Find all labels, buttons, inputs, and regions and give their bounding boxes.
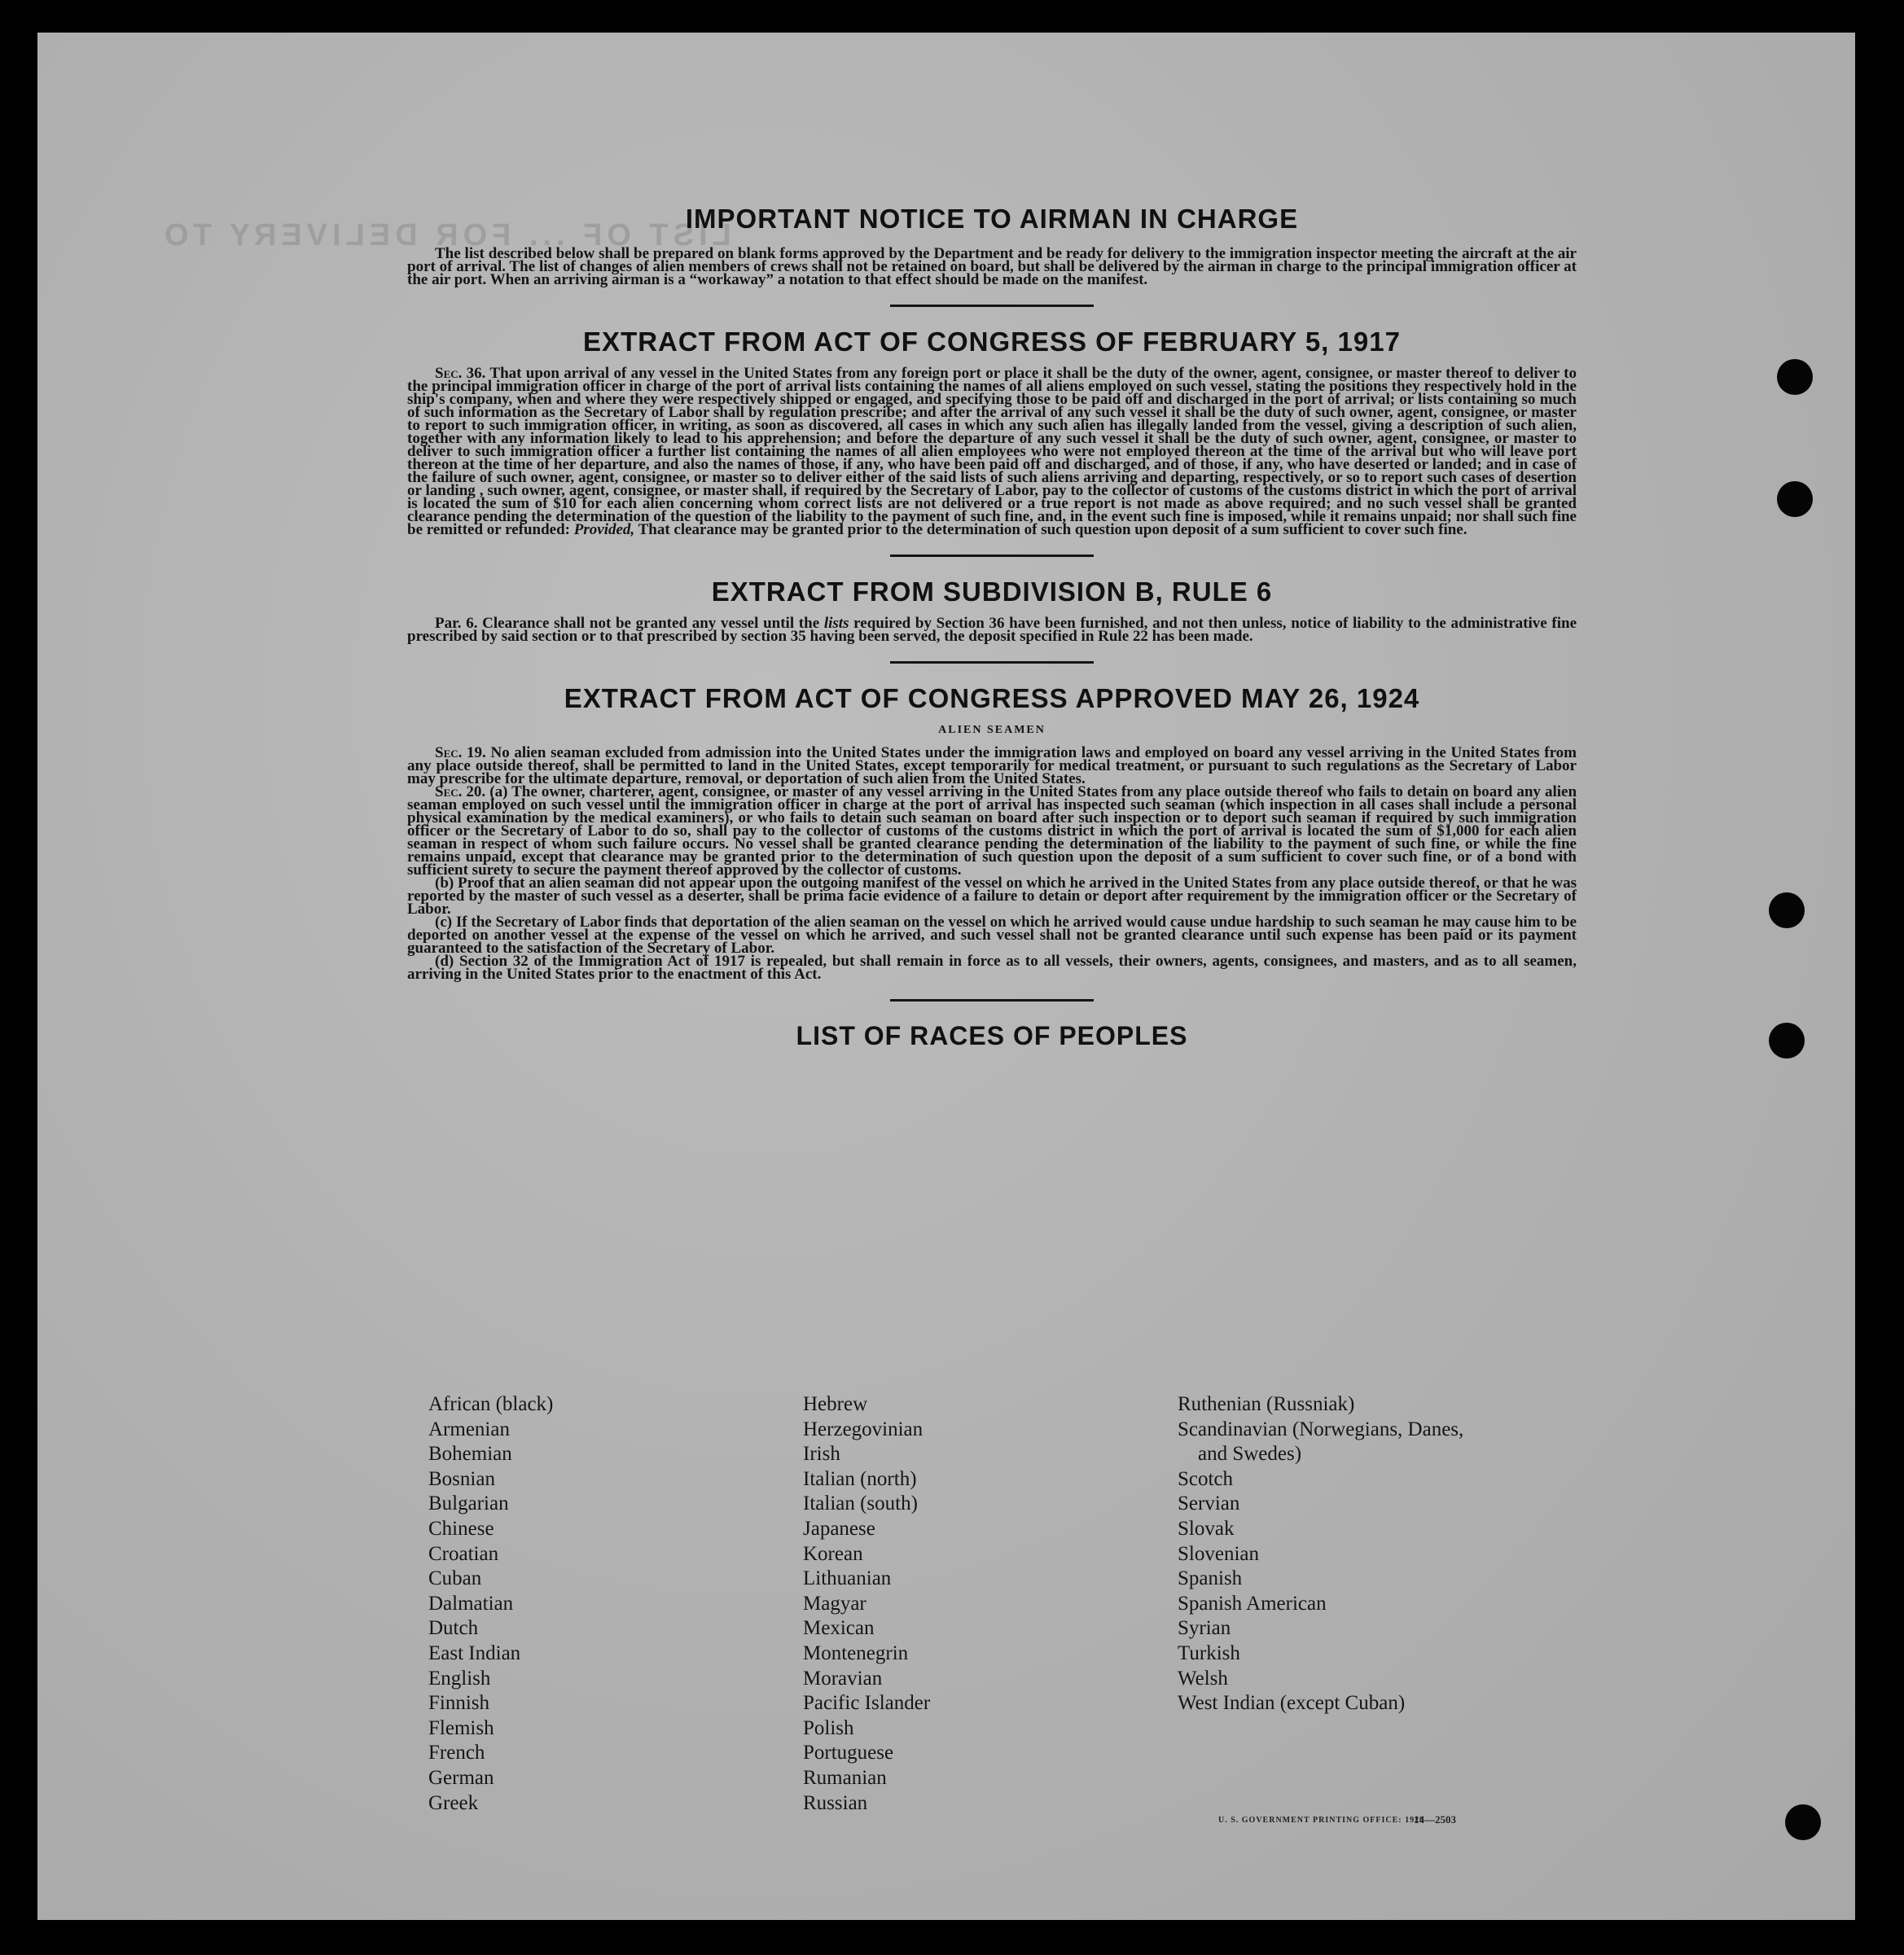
race-item: Italian (south) <box>803 1493 918 1515</box>
race-item: Scotch <box>1178 1467 1234 1490</box>
race-item: Montenegrin <box>803 1642 909 1664</box>
race-item: Rumanian <box>803 1766 887 1789</box>
races-column-1 <box>428 1392 803 1816</box>
section-divider <box>890 999 1094 1002</box>
document-body <box>407 204 1577 1064</box>
races-column-2 <box>803 1392 1178 1816</box>
race-item: Moravian <box>803 1667 883 1690</box>
document-sheet <box>37 33 1855 1920</box>
provided-word: Provided, <box>573 521 635 538</box>
race-item: Lithuanian <box>803 1567 892 1590</box>
bleed-through-text: LIST OF ... FOR DELIVERY TO <box>160 218 731 252</box>
sec-19-label: Sec. 19. <box>435 744 486 761</box>
race-item: Cuban <box>428 1567 482 1590</box>
races-list <box>428 1392 1568 1816</box>
punch-hole <box>1785 1804 1821 1840</box>
notice-section <box>407 204 1577 287</box>
race-item: Chinese <box>428 1517 494 1540</box>
sec-20a-text: (a) The owner, charterer, agent, consignee, or master of any vessel arriving in the United States from any place outside thereof who fails to detain on board any alien seaman employed on such vessel until the immigration officer in charge at the port of arrival has inspected such seaman (which inspection in all cases shall include a personal physical examination by the medical examiners), or who fails to detain such seaman on board after such inspection or to deport such seaman if required by such immigration officer or the Secretary of Labor to do so, shall pay to the collector of customs of the customs district in which the port of arrival is located the sum of $1,000 for each alien seaman in respect of whom such failure occurs. No vessel shall be granted clearance pending the determination of the liability to the payment of such fine, or while the fine remains unpaid, except that clearance may be granted prior to the determination of such question upon the deposit of a sum sufficient to cover such fine, or of a bond with sufficient surety to secure the payment thereof approved by the collector of customs. <box>407 783 1577 879</box>
sec-36-label: Sec. 36. <box>435 365 486 382</box>
printer-imprint: U. S. GOVERNMENT PRINTING OFFICE: 1929 <box>1218 1816 1425 1825</box>
race-item: Scandinavian (Norwegians, Danes, <box>1178 1418 1464 1440</box>
race-item: and Swedes) <box>1178 1443 1302 1466</box>
punch-hole <box>1777 359 1813 395</box>
race-item: Flemish <box>428 1716 494 1739</box>
race-item: Slovenian <box>1178 1542 1259 1565</box>
notice-title: IMPORTANT NOTICE TO AIRMAN IN CHARGE <box>685 204 1299 234</box>
race-item: Irish <box>803 1443 840 1466</box>
sec-36-paragraph <box>407 367 1577 537</box>
sec-20b-paragraph: (b) Proof that an alien seaman did not appear upon the outgoing manifest of the vessel on which he arrived in the United States from any place outside thereof, or that he was reported by the master of such vessel as a deserter, shall be prima facie evidence of a failure to detain or deport after requirement by the immigration officer or the Secretary of Labor. <box>407 874 1577 918</box>
lists-word: lists <box>823 615 849 632</box>
race-item: West Indian (except Cuban) <box>1178 1692 1406 1715</box>
race-item: French <box>428 1742 485 1764</box>
race-item: Finnish <box>428 1692 490 1715</box>
race-item: Dalmatian <box>428 1592 514 1615</box>
alien-seamen-subtitle: ALIEN SEAMEN <box>938 724 1046 736</box>
sec-36-text: That upon arrival of any vessel in the United States from any foreign port or place it shall be the duty of the owner, agent, consignee, or master thereof to deliver to the principal immigration officer in charge of the port of arrival lists containing the names of all aliens employed on such vessel, stating the positions they respectively hold in the ship's company, when and where they were respectively shipped or engaged, and specifying those to be paid off and discharged in the port of arrival; or lists containing so much of such information as the Secretary of Labor shall by regulation prescribe; and after the arrival of any such vessel it shall be the duty of such owner, agent, consignee, or master to report to such immigration officer, in writing, as soon as discovered, all cases in which any such alien has illegally landed from the vessel, giving a description of such alien, together with any information likely to lead to his apprehension; and before the departure of any such vessel it shall be the duty of such owner, agent, consignee, or master to deliver to such immigration officer a further list containing the names of all alien employees who were not employed thereon at the time of the arrival but who will leave port thereon at the time of her departure, and also the names of those, if any, who have been paid off and discharged, and of those, if any, who have deserted or landed; and in case of the failure of such owner, agent, consignee, or master so to deliver either of the said lists of such aliens arriving and departing, respectively, or so to report such cases of desertion or landing , such owner, agent, consignee, or master shall, if required by the Secretary of Labor, pay to the collector of customs of the customs district in which the port of arrival is located the sum of $10 for each alien concerning whom correct lists are not delivered or a true report is not made as above required; and no such vessel shall be granted clearance pending the determination of the question of the liability to the payment of such fine, and, in the event such fine is imposed, while it remains unpaid; nor shall such fine be remitted or refunded: <box>407 365 1577 538</box>
sec-20d-paragraph: (d) Section 32 of the Immigration Act of 1917 is repealed, but shall remain in force as to all vessels, their owners, agents, consignees, and masters, and as to all seamen, arriving in the United States prior to the enactment of this Act. <box>407 953 1577 983</box>
punch-hole <box>1769 1023 1805 1059</box>
race-item: Spanish American <box>1178 1592 1327 1615</box>
race-item: German <box>428 1766 494 1789</box>
race-item: Japanese <box>803 1517 875 1540</box>
act-1917-section <box>407 327 1577 537</box>
act-1924-section <box>407 683 1577 981</box>
notice-paragraph: The list described below shall be prepared on blank forms approved by the Department and be ready for delivery to the immigration inspector meeting the aircraft at the air port of arrival. The list of changes of alien members of crews shall not be retained on board, but shall be delivered by the airman in charge to the principal immigration officer at the air port. When an arriving airman is a “workaway” a notation to that effect should be made on the manifest. <box>407 245 1577 288</box>
race-item: Syrian <box>1178 1617 1231 1640</box>
race-item: Armenian <box>428 1418 510 1440</box>
race-item: Welsh <box>1178 1667 1228 1690</box>
sec-20c-paragraph: (c) If the Secretary of Labor finds that deportation of the alien seaman on the vessel on which he arrived would cause undue hardship to such seaman he may cause him to be deported on another vessel at the expense of the vessel on which he arrived, and such vessel shall not be granted clearance until such expense has been paid or its payment guaranteed to the satisfaction of the Secretary of Labor. <box>407 914 1577 957</box>
races-title: LIST OF RACES OF PEOPLES <box>796 1021 1188 1050</box>
race-item: Mexican <box>803 1617 875 1640</box>
sec-19-text: No alien seaman excluded from admission into the United States under the immigration laws and employed on board any vessel arriving in the United States from any place outside thereof, shall be permitted to land in the United States, except temporarily for medical treatment, or pursuant to such regulations as the Secretary of Labor may prescribe for the ultimate departure, removal, or deportation of such alien from the United States. <box>407 744 1577 787</box>
act-1924-title: EXTRACT FROM ACT OF CONGRESS APPROVED MAY 26, 1924 <box>564 683 1420 713</box>
race-item: African (black) <box>428 1393 554 1415</box>
race-item: Herzegovinian <box>803 1418 923 1440</box>
par-6-text-post: required by Section 36 have been furnished, and not then unless, notice of liability to the administrative fine prescribed by said section or to that prescribed by section 35 having been served, the deposit specified in Rule 22 has been made. <box>407 615 1577 645</box>
form-number: 14—2503 <box>1414 1813 1456 1826</box>
races-column-3 <box>1178 1392 1568 1816</box>
race-item: Dutch <box>428 1617 479 1640</box>
race-item: Turkish <box>1178 1642 1240 1664</box>
race-item: Magyar <box>803 1592 866 1615</box>
race-item: English <box>428 1667 491 1690</box>
rule-6-title: EXTRACT FROM SUBDIVISION B, RULE 6 <box>711 576 1273 607</box>
race-item: Russian <box>803 1791 868 1814</box>
punch-hole <box>1769 892 1805 928</box>
race-item: East Indian <box>428 1642 521 1664</box>
rule-6-section <box>407 576 1577 643</box>
section-divider <box>890 305 1094 307</box>
race-item: Portuguese <box>803 1742 894 1764</box>
act-1917-title: EXTRACT FROM ACT OF CONGRESS OF FEBRUARY 5, 1917 <box>583 327 1401 357</box>
race-item: Slovak <box>1178 1517 1235 1540</box>
sec-20a-paragraph <box>407 783 1577 879</box>
race-item: Croatian <box>428 1542 499 1565</box>
race-item: Servian <box>1178 1493 1240 1515</box>
section-divider <box>890 661 1094 664</box>
race-item: Korean <box>803 1542 863 1565</box>
race-item: Hebrew <box>803 1393 868 1415</box>
race-item: Greek <box>428 1791 479 1814</box>
race-item: Bosnian <box>428 1467 495 1490</box>
race-item: Bulgarian <box>428 1493 509 1515</box>
race-item: Pacific Islander <box>803 1692 931 1715</box>
section-divider <box>890 555 1094 557</box>
sec-36-tail: That clearance may be granted prior to the determination of such question upon deposit of a sum sufficient to cover such fine. <box>638 521 1467 538</box>
race-item: Polish <box>803 1716 854 1739</box>
race-item: Spanish <box>1178 1567 1243 1590</box>
sec-19-paragraph <box>407 744 1577 787</box>
par-6-text-pre: Par. 6. Clearance shall not be granted any vessel until the <box>435 615 820 632</box>
race-item: Ruthenian (Russniak) <box>1178 1393 1355 1415</box>
punch-hole <box>1777 481 1813 517</box>
par-6-paragraph <box>407 617 1577 643</box>
race-item: Italian (north) <box>803 1467 917 1490</box>
race-item: Bohemian <box>428 1443 512 1466</box>
sec-20-label: Sec. 20. <box>435 783 486 800</box>
